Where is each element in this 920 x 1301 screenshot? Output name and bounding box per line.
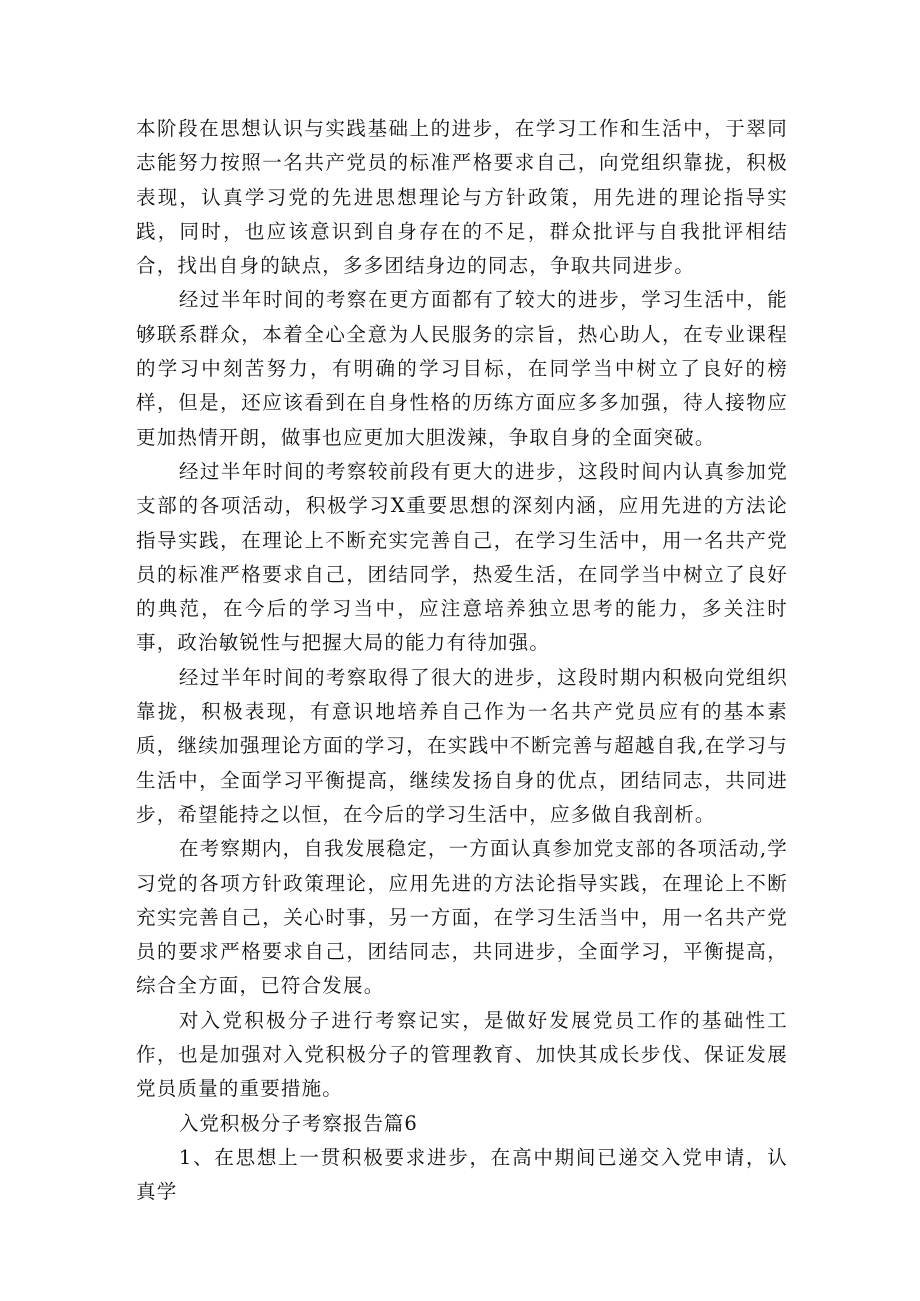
paragraph-6: 对入党积极分子进行考察记实，是做好发展党员工作的基础性工作，也是加强对入党积极分子的管理教育、加快其成长步伐、保证发展党员质量的重要措施。 [136,1008,788,1101]
paragraph-7: 1、在思想上一贯积极要求进步，在高中期间已递交入党申请，认真学 [136,1145,788,1204]
section-heading: 入党积极分子考察报告篇6 [178,1111,418,1135]
paragraph-1: 本阶段在思想认识与实践基础上的进步，在学习工作和生活中，于翠同志能努力按照一名共产党员的标准严格要求自己，向党组织靠拢，积极表现，认真学习党的先进思想理论与方针政策，用先进的理论指导实践，同时，也应该意识到自身存在的不足，群众批评与自我批评相结合，找出自身的缺点，多多团结身边的同志，争取共同进步。 [136,117,788,278]
paragraph-3: 经过半年时间的考察较前段有更大的进步，这段时间内认真参加党支部的各项活动，积极学习X重要思想的深刻内涵，应用先进的方法论指导实践，在理论上不断充实完善自己，在学习生活中，用一名共产党员的标准严格要求自己，团结同学，热爱生活，在同学当中树立了良好的典范，在今后的学习当中，应注意培养独立思考的能力，多关注时事，政治敏锐性与把握大局的能力有待加强。 [136,459,788,655]
paragraph-4: 经过半年时间的考察取得了很大的进步，这段时期内积极向党组织靠拢，积极表现，有意识地培养自己作为一名共产党员应有的基本素质，继续加强理论方面的学习，在实践中不断完善与超越自我,在学习与生活中，全面学习平衡提高，继续发扬自身的优点，团结同志，共同进步，希望能持之以恒，在今后的学习生活中，应多做自我剖析。 [136,665,788,826]
paragraph-5: 在考察期内，自我发展稳定，一方面认真参加党支部的各项活动,学习党的各项方针政策理论，应用先进的方法论指导实践，在理论上不断充实完善自己，关心时事，另一方面，在学习生活当中，用一名共产党员的要求严格要求自己，团结同志，共同进步，全面学习，平衡提高，综合全方面，已符合发展。 [136,837,788,998]
document-body [136,112,788,1210]
paragraph-2: 经过半年时间的考察在更方面都有了较大的进步，学习生活中，能够联系群众，本着全心全意为人民服务的宗旨，热心助人，在专业课程的学习中刻苦努力，有明确的学习目标，在同学当中树立了良好的榜样，但是，还应该看到在自身性格的历练方面应多多加强，待人接物应更加热情开朗，做事也应更加大胆泼辣，争取自身的全面突破。 [136,288,788,449]
